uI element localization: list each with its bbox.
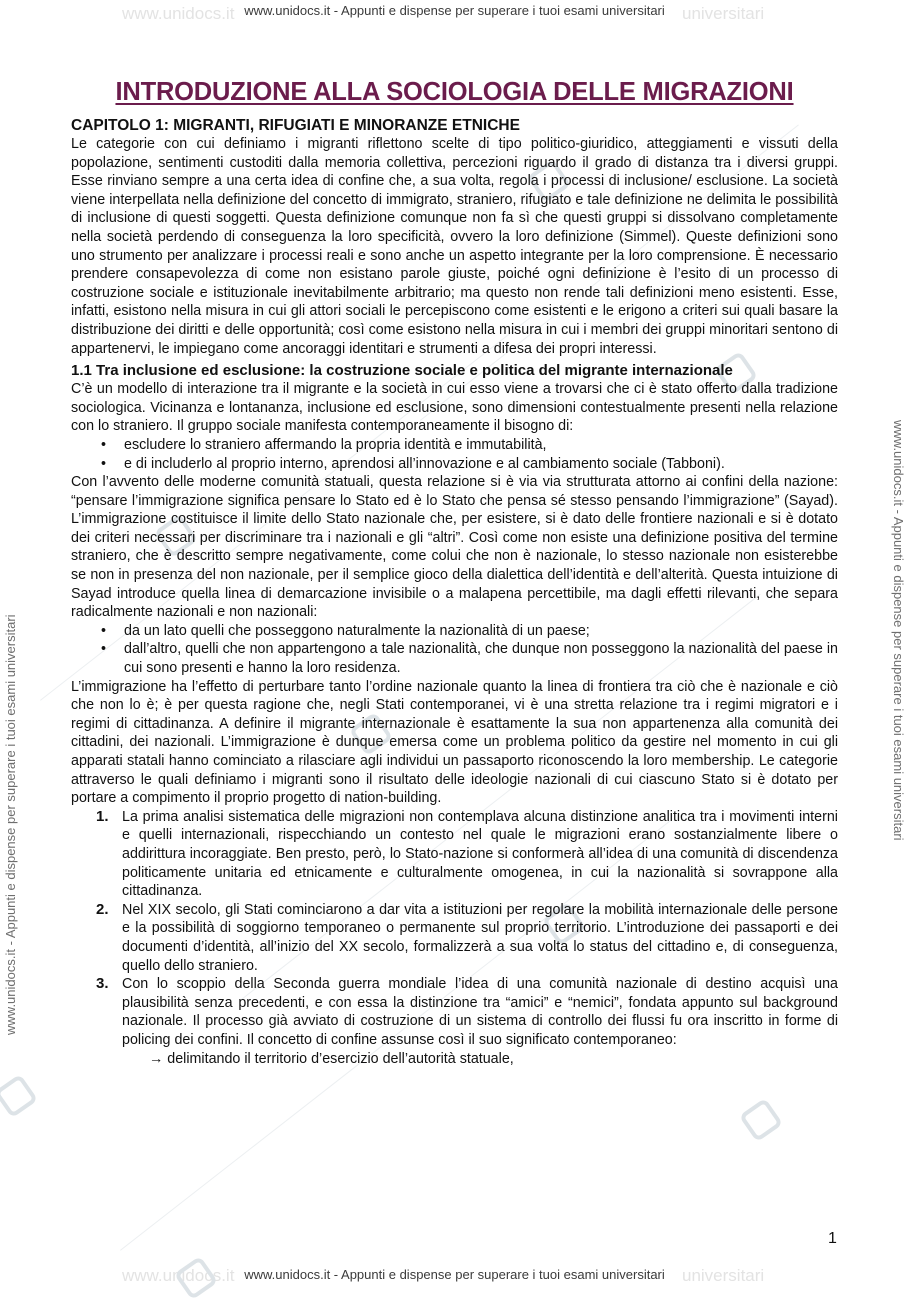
list-item <box>71 436 838 455</box>
header-watermark: www.unidocs.it - Appunti e dispense per superare i tuoi esami universitari <box>244 3 665 18</box>
faint-watermark-bottom-left: www.unidocs.it <box>122 1266 235 1285</box>
document-body <box>71 78 838 1068</box>
section-paragraph-3: L’immigrazione ha l’effetto di perturbare tanto l’ordine nazionale quanto la linea di frontiera tra ciò che è nazionale e ciò che non lo è; è per questa ragione che, negli Stati contemporanei, vi è una stretta relazione tra i regimi migratori e i regimi di cittadinanza. A definire il migrante internazionale è esattamente la sua non appartenenza alla comunità dei cittadini, dei nazionali. L’immigrazione è dunque emersa come un problema politico da gestire nel momento in cui gli apparati statali hanno cominciato a rilasciare agli individui un passaporto riconoscendo la loro membership. Le categorie attraverso le quali definiamo i migranti sono il risultato delle ideologie nazionali di cui ciascuno Stato si è dotato per portare a compimento il proprio progetto di nation-building. <box>71 678 838 807</box>
list-item-text: da un lato quelli che posseggono naturalmente la nazionalità di un paese; <box>124 622 590 639</box>
intro-paragraph: Le categorie con cui definiamo i migranti riflettono scelte di tipo politico-giuridico, atteggiamenti e vissuti della popolazione, sentimenti custoditi dalla memoria collettiva, percezioni riguardo il grado di distanza tra i diversi gruppi. Esse rinviano sempre a una certa idea di confine che, a sua volta, regola i processi di inclusione/ esclusione. La società viene interpellata nella definizione del concetto di immigrato, straniero, rifugiato e tale definizione ne delimita le possibilità di inclusione di questi soggetti. Questa definizione comunque non fa sì che questi gruppi si dissolvano completamente nella società perdendo di conseguenza la loro specificità, ovvero la loro definizione (Simmel). Queste definizioni sono uno strumento per analizzare i processi reali e sono anche un aspetto integrante per la loro comprensione. È necessario prendere consapevolezza di come non esistano parole giuste, poiché ogni definizione è l’esito di un processo di costruzione sociale e istituzionale inevitabilmente arbitrario; ma questo non rende tali definizioni meno esistenti. Esse, infatti, esistono nella misura in cui gli attori sociali le percepiscono come esistenti e le erigono a criteri sui quali basare la distribuzione dei diritti e delle opportunità; così come esistono nella misura in cui i membri dei gruppi minoritari sentono di appartenervi, le impiegano come ancoraggi identitari e strumenti a difesa dei propri interessi. <box>71 136 838 357</box>
chapter-heading: CAPITOLO 1: MIGRANTI, RIFUGIATI E MINORANZE ETNICHE <box>71 117 520 134</box>
list-item <box>71 808 838 901</box>
bullet-list-2 <box>71 622 838 678</box>
list-item-text: La prima analisi sistematica delle migrazioni non contemplava alcuna distinzione analitica tra i movimenti interni e quelli internazionali, rispecchiando un contesto nel quale le migrazioni erano sostanzialmente libere o addirittura incoraggiate. Ben presto, però, lo Stato-nazione si conformerà all’idea di una comunità di discendenza politicamente unitaria ed etnicamente e culturalmente omogenea, in cui la nazionalità si sovrappone alla cittadinanza. <box>122 808 838 900</box>
bullet-icon: • <box>101 622 107 639</box>
document-title: INTRODUZIONE ALLA SOCIOLOGIA DELLE MIGRAZIONI <box>115 78 794 106</box>
list-item-text: Con lo scoppio della Seconda guerra mondiale l’idea di una comunità nazionale di destino acquisì una plausibilità senza precedenti, e con essa la distinzione tra “amici” e “nemici”, fondata appunto sul background nazionale. Il processo già avviato di costruzione di un sistema di controllo dei flussi fu ora inscritto in forme di policing dei confini. Il concetto di confine assunse così il suo significato contemporaneo: <box>122 976 838 1048</box>
section-paragraph-2: Con l’avvento delle moderne comunità statuali, questa relazione si è via via strutturata attorno ai confini della nazione: “pensare l’immigrazione significa pensare lo Stato ed è lo Stato che pensa sé stesso pensando l’immigrazione” (Sayad). L’immigrazione costituisce il limite dello Stato nazionale che, per esistere, si è dato delle frontiere nazionali e si è dotato dei criteri necessari per discriminare tra i nazionali e gli “altri”. Così come non esiste una definizione positiva del termine straniero, che è descritto sempre negativamente, come colui che non è nazionale, lo stesso nazionale non esisterebbe se non in presenza del non nazionale, per il semplice gioco della dialettica dell’identità e dell’alterità. Questa intuizione di Sayad introduce quella linea di demarcazione invisibile o a malapena percettibile, ma dagli effetti rilevanti, che separa radicalmente nazionali e non nazionali: <box>71 474 838 621</box>
faint-watermark-top-left: www.unidocs.it <box>122 4 235 23</box>
list-number: 2. <box>96 900 109 918</box>
right-side-watermark: www.unidocs.it - Appunti e dispense per superare i tuoi esami universitari <box>891 420 906 841</box>
list-number: 3. <box>96 975 109 993</box>
list-item-text: escludere lo straniero affermando la propria identità e immutabilità, <box>124 436 547 453</box>
footer-watermark: www.unidocs.it - Appunti e dispense per superare i tuoi esami universitari <box>244 1267 665 1282</box>
page-number: 1 <box>828 1230 837 1247</box>
list-item <box>71 622 838 641</box>
bullet-icon: • <box>101 641 107 658</box>
list-item <box>71 901 838 975</box>
list-item <box>71 455 838 474</box>
list-item <box>71 640 838 677</box>
section-paragraph-1: C’è un modello di interazione tra il migrante e la società in cui esso viene a trovarsi che ci è stato offerto dalla tradizione sociologica. Vicinanza e lontananza, inclusione ed esclusione, sono dimensioni contestualmente presenti nella relazione con lo straniero. Il gruppo sociale manifesta contemporaneamente il bisogno di: <box>71 381 838 435</box>
bullet-list-1 <box>71 436 838 473</box>
faint-watermark-top-right: universitari <box>682 4 765 23</box>
list-item-text: e di includerlo al proprio interno, aprendosi all’innovazione e al cambiamento sociale (Tabboni). <box>124 455 725 472</box>
numbered-list <box>71 808 838 1050</box>
list-item <box>71 975 838 1049</box>
list-item-text: dall’altro, quelli che non appartengono a tale nazionalità, che dunque non posseggono la nazionalità del paese in cui sono presenti e hanno la loro residenza. <box>124 641 838 677</box>
bullet-icon: • <box>101 436 107 453</box>
left-side-watermark: www.unidocs.it - Appunti e dispense per superare i tuoi esami universitari <box>3 614 18 1035</box>
watermark-logo-icon <box>0 1074 38 1119</box>
bullet-icon: • <box>101 455 107 472</box>
arrow-list-item: → delimitando il territorio d’esercizio dell’autorità statuale, <box>149 1050 514 1067</box>
watermark-logo-icon <box>739 1098 784 1143</box>
faint-watermark-bottom-right: universitari <box>682 1266 765 1285</box>
list-number: 1. <box>96 807 109 825</box>
list-item-text: Nel XIX secolo, gli Stati cominciarono a dar vita a istituzioni per regolare la mobilità internazionale delle persone e la possibilità di soggiorno temporaneo o permanente sul proprio territorio. L’introduzione dei passaporti e dei documenti d’identità, all’inizio del XX secolo, formalizzerà a sua volta lo status del cittadino e, di conseguenza, quello dello straniero. <box>122 901 838 974</box>
section-heading: 1.1 Tra inclusione ed esclusione: la costruzione sociale e politica del migrante internazionale <box>71 362 733 380</box>
